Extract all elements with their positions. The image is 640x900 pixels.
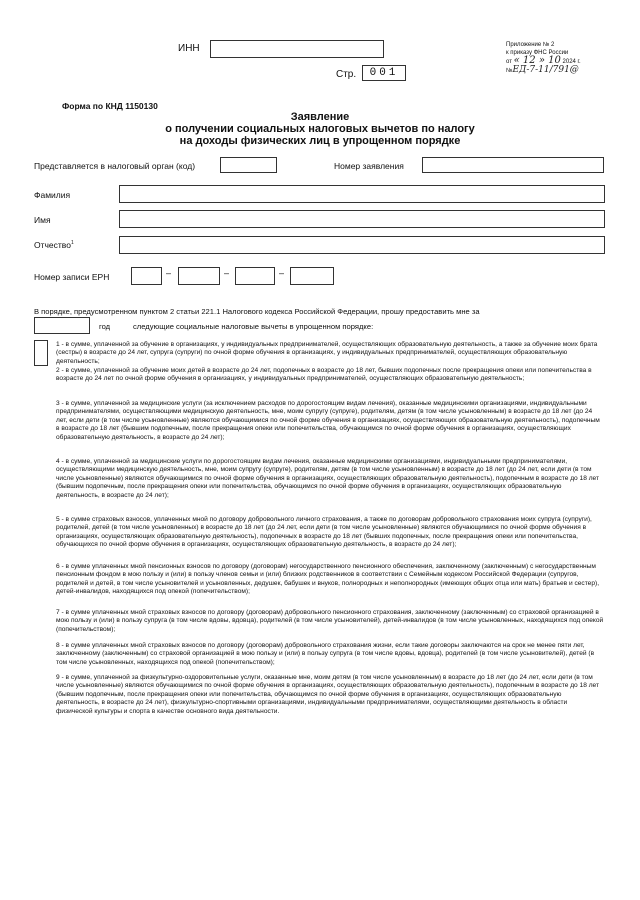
deduction-item-9: 9 - в сумме, уплаченной за физкультурно-оздоровительные услуги, оказанные мне, моим детям (в том числе усыновленным) в возрасте до 18 лет (до 24 лет, если дети (в том числе усыновленные) являются обучающимися по очной форме обучения в организациях, осуществляющих образовательную деятельность), подопечным в возрасте до 18 лет (бывшим подопечным, после прекращения опеки или попечительства, обучающимся по очной форме обучения в организациях, осуществляющих образовательную деятельность, в возрасте до 24 лет), физкультурно-спортивными организациями, индивидуальными предпринимателями, осуществляющими деятельность в области физической культуры и спорта в качестве основного вида деятельности. (56, 674, 600, 715)
application-number-field[interactable] (422, 157, 604, 173)
annex-line-2: к приказу ФНС России (506, 50, 569, 56)
annex-line-4 (506, 66, 581, 75)
patronymic-footnote: 1 (70, 240, 74, 247)
ern-field-4[interactable] (290, 267, 334, 285)
annex-block (506, 41, 581, 75)
deduction-item-4: 4 - в сумме, уплаченной за медицинские услуги по дорогостоящим видам лечения, оказанные медицинскими организациями, индивидуальными предпринимателями, осуществляющими медицинскую деятельность, мне, моим супругу (супруге), родителям, детям (в том числе усыновленным) в возрасте до 18 лет (до 24 лет, если дети (в том числе усыновленные) являются обучающимися по очной форме обучения в организациях, осуществляющих образовательную деятельность), подопечным в возрасте до 18 лет (бывшим подопечным, после прекращения опеки или попечительства, обучающимся по очной форме обучения в организациях, осуществляющих образовательную деятельность, в возрасте до 24 лет); (56, 458, 600, 499)
name-field[interactable] (119, 210, 605, 228)
annex-number-prefix: № (506, 68, 513, 74)
application-number-label: Номер заявления (334, 161, 404, 171)
ern-label: Номер записи ЕРН (34, 272, 110, 282)
deduction-item-5: 5 - в сумме страховых взносов, уплаченных мной по договору добровольного личного страхования, а также по договорам добровольного страхования моих супруга (супруги), родителей, детей (в том числе усыновленных) в возрасте до 18 лет (до 24 лет, если дети (в том числе усыновленные) являются обучающимися по очной форме обучения в организациях, осуществляющих образовательную деятельность), подопечных в возрасте до 18 лет (бывших подопечных, после прекращения опеки или попечительства, обучающихся по очной форме обучения в организациях, осуществляющих образовательную деятельность, в возрасте до 24 лет); (56, 516, 592, 549)
document-title (0, 111, 640, 147)
ern-dash-1: – (166, 268, 172, 278)
title-line-3: на доходы физических лиц в упрощенном порядке (179, 135, 461, 147)
ern-dash-2: – (224, 268, 230, 278)
deduction-item-3: 3 - в сумме, уплаченной за медицинские услуги (за исключением расходов по дорогостоящим видам лечения), оказанные медицинскими организациями, индивидуальными предпринимателями, осуществляющими медицинскую деятельность, мне, моим супругу (супруге), родителям, детям (в том числе усыновленным) в возрасте до 18 лет (до 24 лет, если дети (в том числе усыновленные) являются обучающимися по очной форме обучения в организациях, осуществляющих образовательную деятельность), подопечным в возрасте до 18 лет (бывшим подопечным, после прекращения опеки или попечительства, обучающимся по очной форме обучения в организациях, осуществляющих образовательную деятельность, в возрасте до 24 лет); (56, 400, 600, 441)
inn-label: ИНН (178, 43, 200, 54)
page-number-field[interactable]: 001 (362, 65, 406, 81)
title-line-2: о получении социальных налоговых вычетов по налогу (165, 123, 475, 135)
deduction-code-checkbox[interactable] (34, 340, 48, 366)
ern-field-2[interactable] (178, 267, 220, 285)
annex-date-handwritten: « 12 » 10 (513, 55, 561, 66)
deduction-item-7: 7 - в сумме уплаченных мной страховых взносов по договору (договорам) добровольного пенсионного страхования, заключенному (заключенным) со страховой организацией в мою пользу и (или) в пользу супруга (в том числе вдовы, вдовца), родителей (в том числе усыновителей), детей-инвалидов (в том числе усыновленных, находящихся под опекой (попечительством); (56, 609, 604, 633)
deduction-item-2: 2 - в сумме, уплаченной за обучение моих детей в возрасте до 24 лет, подопечных в возрасте до 18 лет, бывших подопечных после прекращения опеки или попечительства в возрасте до 24 лет по очной форме обучения в организациях, у индивидуальных предпринимателей, осуществляющих образовательную деятельность; (56, 367, 592, 383)
annex-line-1: Приложение № 2 (506, 42, 555, 48)
patronymic-label-text: Отчество (34, 240, 71, 250)
year-label: год (99, 322, 111, 331)
annex-number-handwritten: ЕД-7-11/791@ (512, 65, 579, 75)
name-label: Имя (34, 215, 51, 225)
tax-authority-code-field[interactable] (220, 157, 277, 173)
year-field[interactable] (34, 317, 90, 334)
deduction-item-8: 8 - в сумме уплаченных мной страховых взносов по договору (договорам) добровольного страхования жизни, если такие договоры заключаются на срок не менее пяти лет, заключенному (заключенным) со страховой организацией в мою пользу и (или) в пользу супруга (в том числе вдовы, вдовца), родителей (в том числе усыновителей), детей (в том числе усыновленных, находящихся под опекой (попечительством); (56, 642, 595, 666)
ern-dash-3: – (279, 268, 285, 278)
patronymic-label (34, 240, 74, 250)
annex-date-prefix: от (506, 59, 512, 65)
ern-field-1[interactable] (131, 267, 162, 285)
deduction-item-6: 6 - в сумме уплаченных мной пенсионных взносов по договору (договорам) негосударственного пенсионного обеспечения, заключенному (заключенным) с негосударственным пенсионным фондом в мою пользу и (или) в пользу членов семьи и (или) близких родственников в соответствии с Семейным кодексом Российской Федерации (супругов, родителей и детей, в том числе усыновителей и усыновленных, дедушек, бабушек и внуков, полнородных и неполнородных (имеющих общих отца или мать) братьев и сестер), детей-инвалидов, находящихся под опекой (попечительством); (56, 563, 600, 596)
inn-field[interactable] (210, 40, 384, 58)
annex-year: 2024 г. (562, 59, 581, 65)
form-code: Форма по КНД 1150130 (62, 101, 158, 111)
tax-authority-label: Представляется в налоговый орган (код) (34, 161, 196, 171)
title-line-1: Заявление (290, 111, 350, 123)
following-text: следующие социальные налоговые вычеты в упрощенном порядке: (133, 322, 374, 331)
ern-field-3[interactable] (235, 267, 275, 285)
deduction-item-1: 1 - в сумме, уплаченной за обучение в организациях, у индивидуальных предпринимателей, осуществляющих образовательную деятельность, а также за обучение моих брата (сестры) в возрасте до 24 лет, супруга (супруги) по очной форме обучения в организациях, у индивидуальных предпринимателей, осуществляющих образовательную деятельность; (56, 341, 598, 365)
patronymic-field[interactable] (119, 236, 605, 254)
surname-field[interactable] (119, 185, 605, 203)
intro-text: В порядке, предусмотренном пунктом 2 статьи 221.1 Налогового кодекса Российской Федерации, прошу предоставить мне за (34, 307, 480, 316)
surname-label: Фамилия (34, 190, 71, 200)
page-label: Стр. (336, 69, 357, 80)
